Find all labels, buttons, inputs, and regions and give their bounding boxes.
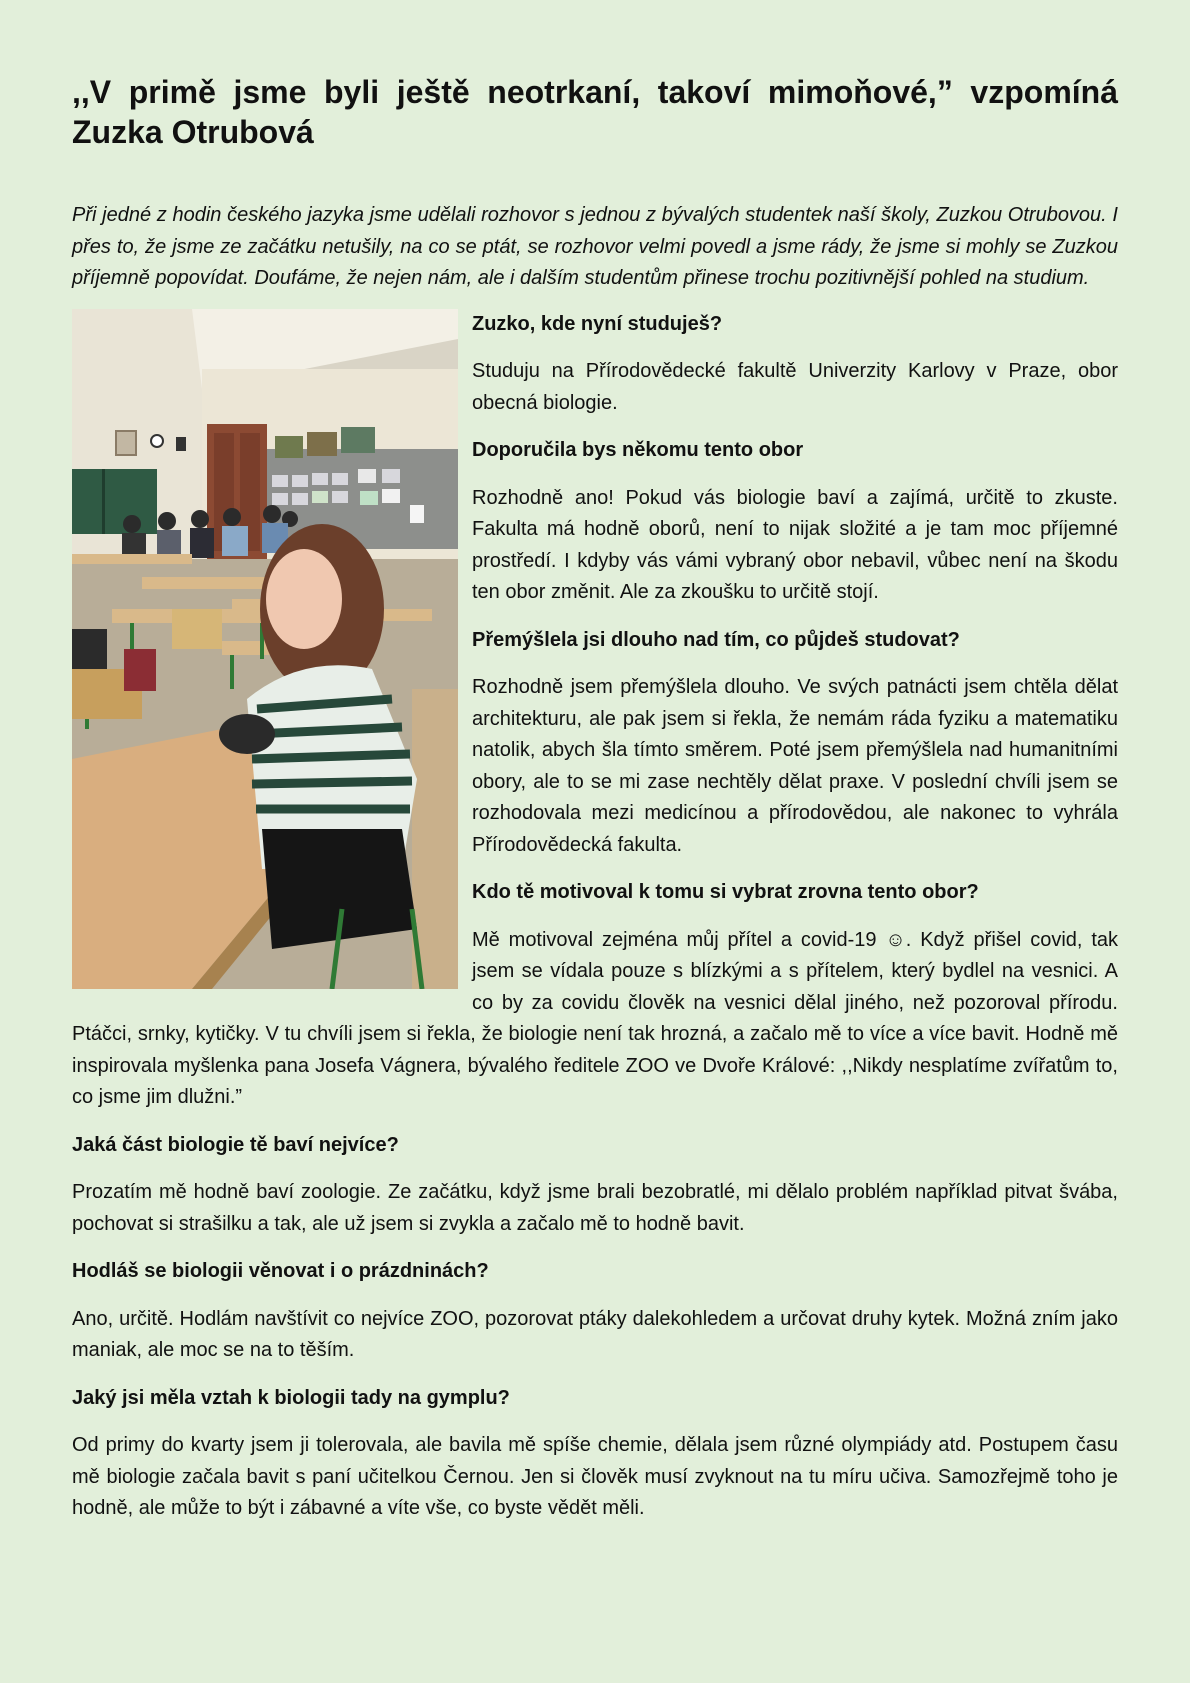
question-7: Jaký jsi měla vztah k biologii tady na gymplu? xyxy=(72,1386,510,1409)
answer-1: Studuju na Přírodovědecké fakultě Univerzity Karlovy v Praze, obor obecná biologie. xyxy=(472,360,1118,414)
article-intro: Při jedné z hodin českého jazyka jsme udělali rozhovor s jednou z bývalých studentek naší školy, Zuzkou Otrubovou. I přes to, že jsme ze začátku netušily, na co se ptát, se rozhovor velmi povedl a jsme rády, že jsme si mohly se Zuzkou příjemně popovídat. Doufáme, že nejen nám, ale i dalším studentům přinese trochu pozitivnější pohled na studium. xyxy=(72,204,1118,289)
classroom-photo-illustration xyxy=(72,309,458,989)
answer-7: Od primy do kvarty jsem ji tolerovala, ale bavila mě spíše chemie, dělala jsem různé olympiády atd. Postupem času mě biologie začala bavit s paní učitelkou Černou. Jen si člověk musí zvyknout na tu míru učiva. Samozřejmě toho je hodně, ale může to být i zábavné a víte vše, co byste vědět měli. xyxy=(72,1434,1118,1519)
question-4: Kdo tě motivoval k tomu si vybrat zrovna tento obor? xyxy=(472,881,979,903)
interview-body xyxy=(72,309,1118,1525)
answer-5: Prozatím mě hodně baví zoologie. Ze začátku, když jsme brali bezobratlé, mi dělalo problém například pitvat švába, pochovat si strašilku a tak, ale už jsem si zvykla a začalo mě to hodně bavit. xyxy=(72,1181,1118,1235)
question-5: Jaká část biologie tě baví nejvíce? xyxy=(72,1133,399,1156)
question-1: Zuzko, kde nyní studuješ? xyxy=(472,312,723,335)
interview-photo xyxy=(72,309,458,989)
answer-4: Mě motivoval zejména můj přítel a covid-19 ☺. Když přišel covid, tak jsem se vídala pouze s blízkými a s přítelem, který bydlel na vesnici. A co by za covidu člověk na vesnici dělal jiného, než pozoroval přírodu. Ptáčci, srnky, kytičky. V tu chvíli jsem si řekla, že biologie není tak hrozná, a začalo mě to více a více bavit. Hodně mě inspirovala myšlenka pana Josefa Vágnera, bývalého ředitele ZOO ve Dvoře Králové: ,,Nikdy nesplatíme zvířatům to, co jsme jim dlužni.” xyxy=(72,928,1118,1108)
question-3: Přemýšlela jsi dlouho nad tím, co půjdeš studovat? xyxy=(472,628,960,651)
article-title: ,,V primě jsme byli ještě neotrkaní, takoví mimoňové,” vzpomíná Zuzka Otrubová xyxy=(72,74,1118,150)
answer-2: Rozhodně ano! Pokud vás biologie baví a zajímá, určitě to zkuste. Fakulta má hodně oborů, není to nijak složité a je tam moc příjemné prostředí. I kdyby vás vámi vybraný obor nebavil, vůbec není na škodu ten obor změnit. Ale za zkoušku to určitě stojí. xyxy=(472,486,1118,603)
answer-3: Rozhodně jsem přemýšlela dlouho. Ve svých patnácti jsem chtěla dělat architekturu, ale pak jsem si řekla, že nemám ráda fyziku a matematiku natolik, abych šla tímto směrem. Poté jsem přemýšlela nad humanitními obory, ale to se mi zase nechtěly dělat praxe. V poslední chvíli jsem se rozhodovala mezi medicínou a přírodovědou, ale nakonec to vyhrála Přírodovědecká fakulta. xyxy=(472,676,1118,856)
question-6: Hodláš se biologii věnovat i o prázdninách? xyxy=(72,1260,489,1282)
question-2: Doporučila bys někomu tento obor xyxy=(472,439,804,461)
answer-6: Ano, určitě. Hodlám navštívit co nejvíce ZOO, pozorovat ptáky dalekohledem a určovat druhy kytek. Možná zním jako maniak, ale moc se na to těším. xyxy=(72,1307,1118,1361)
